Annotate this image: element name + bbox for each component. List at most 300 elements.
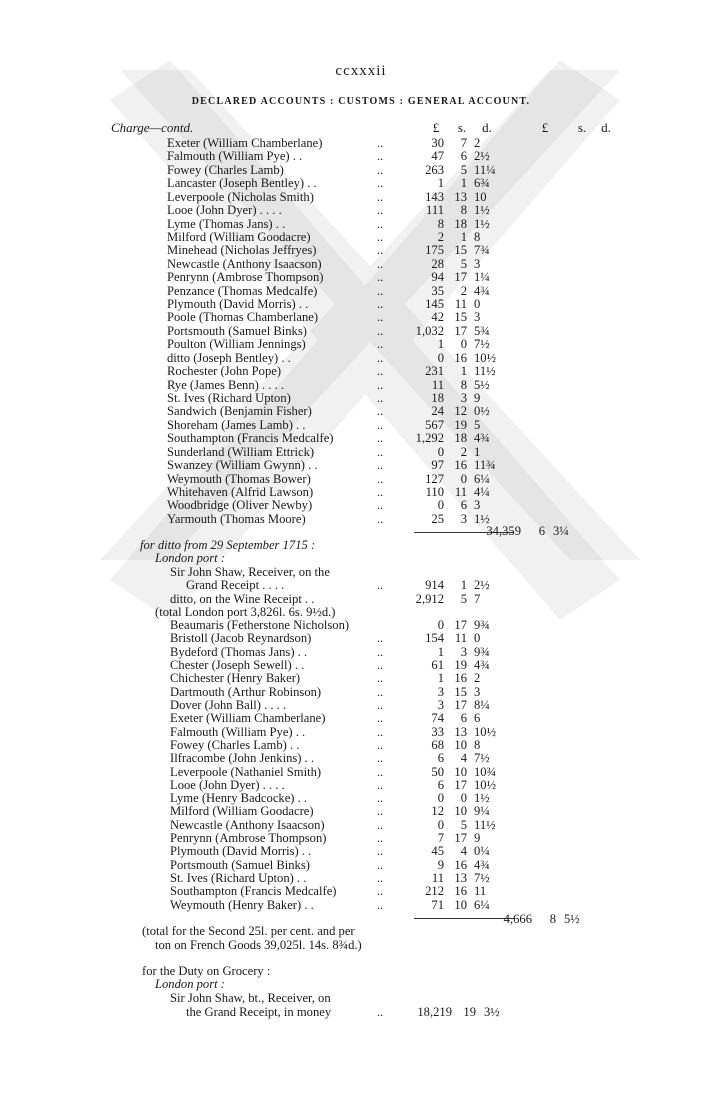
account-row	[0, 858, 722, 872]
amount-pounds: 61	[431, 657, 444, 672]
port-label: Bydeford (Thomas Jans) . .	[170, 644, 308, 659]
amount-shillings: 5	[460, 817, 467, 832]
leader-dots: ..	[377, 1005, 384, 1019]
grocery-heading: for the Duty on Grocery :	[142, 964, 271, 978]
leader-dots: ..	[377, 149, 384, 164]
port-label: Penrynn (Ambrose Thompson)	[170, 831, 327, 846]
amount-pence: 3	[474, 310, 481, 325]
leader-dots: ..	[377, 189, 384, 204]
account-row	[0, 472, 722, 486]
account-row	[0, 485, 722, 499]
port-label: Fowey (Charles Lamb) . .	[170, 737, 300, 752]
account-row	[0, 284, 722, 298]
account-row	[0, 445, 722, 459]
account-row	[0, 844, 722, 858]
amount-pence: 9¼	[474, 804, 490, 819]
port-label: Yarmouth (Thomas Moore)	[167, 511, 306, 526]
amount-shillings: 1	[460, 176, 467, 191]
port-label: Dover (John Ball) . . . .	[170, 697, 287, 712]
amount-pence: 11½	[474, 817, 496, 832]
leader-dots: ..	[377, 176, 384, 191]
account-row	[0, 243, 722, 257]
amount-pence: 5	[474, 417, 481, 432]
account-row	[0, 685, 722, 699]
port-label: Rochester (John Pope)	[167, 364, 282, 379]
port-label: Dartmouth (Arthur Robinson)	[170, 684, 322, 699]
amount-shillings: 17	[454, 831, 467, 846]
account-row	[0, 751, 722, 765]
amount-pence: 9	[474, 831, 481, 846]
amount-pence: 5½	[474, 377, 490, 392]
total-2-pence: 5½	[564, 912, 580, 926]
amount-pounds: 45	[431, 844, 444, 859]
port-label: Falmouth (William Pye) . .	[170, 724, 306, 739]
leader-dots: ..	[377, 737, 384, 752]
port-label: Shoreham (James Lamb) . .	[167, 417, 306, 432]
amount-pounds: 68	[431, 737, 444, 752]
account-row	[0, 512, 722, 526]
account-row	[0, 711, 722, 725]
amount-pounds: 914	[425, 578, 444, 592]
amount-pence: 3	[474, 256, 481, 271]
amount-shillings: 17	[454, 323, 467, 338]
account-row	[0, 230, 722, 244]
leader-dots: ..	[377, 243, 384, 258]
leader-dots: ..	[377, 817, 384, 832]
amount-pounds: 12	[431, 804, 444, 819]
amount-shillings: 19	[454, 417, 467, 432]
amount-shillings: 8	[460, 377, 467, 392]
amount-shillings: 17	[454, 697, 467, 712]
leader-dots: ..	[377, 444, 384, 459]
amount-pounds: 110	[425, 484, 444, 499]
amount-pounds: 0	[437, 817, 444, 832]
leader-dots: ..	[377, 724, 384, 739]
amount-pounds: 175	[425, 243, 444, 258]
account-row	[0, 871, 722, 885]
for-ditto-heading: for ditto from 29 September 1715 :	[140, 538, 316, 552]
amount-pence: 3	[474, 684, 481, 699]
note-line-2: ton on French Goods 39,025l. 14s. 8¾d.)	[155, 938, 362, 952]
amount-shillings: 3	[460, 644, 467, 659]
amount-shillings: 7	[460, 136, 467, 150]
leader-dots: ..	[377, 644, 384, 659]
amount-shillings: 11	[454, 631, 467, 646]
port-label: Beaumaris (Fetherstone Nicholson)	[170, 618, 350, 632]
amount-pounds: 35	[431, 283, 444, 298]
amount-pence: 1¼	[474, 270, 490, 285]
amount-pounds: 47	[431, 149, 444, 164]
leader-dots: ..	[377, 310, 384, 325]
leader-dots: ..	[377, 323, 384, 338]
leader-dots: ..	[377, 857, 384, 872]
amount-shillings: 19	[454, 657, 467, 672]
amount-shillings: 5	[460, 162, 467, 177]
amount-pounds: 11	[431, 377, 444, 392]
leader-dots: ..	[377, 256, 384, 271]
account-row	[0, 498, 722, 512]
london-port-total-note: (total London port 3,826l. 6s. 9½d.)	[155, 605, 336, 619]
leader-dots: ..	[377, 711, 384, 726]
amount-shillings: 15	[454, 310, 467, 325]
amount-pence: 3½	[484, 1005, 500, 1019]
amount-shillings: 18	[454, 431, 467, 446]
leader-dots: ..	[377, 498, 384, 513]
account-row	[0, 310, 722, 324]
amount-pence: 10½	[474, 724, 497, 739]
total-pounds-header: £	[541, 120, 549, 135]
amount-pounds: 1	[437, 671, 444, 686]
leader-dots: ..	[377, 417, 384, 432]
account-row	[0, 658, 722, 672]
port-label: Whitehaven (Alfrid Lawson)	[167, 484, 314, 499]
total-1-shillings: 6	[538, 524, 545, 538]
amount-pounds: 0	[437, 498, 444, 513]
amount-pounds: 24	[431, 404, 444, 419]
amount-pence: 5¾	[474, 323, 490, 338]
leader-dots: ..	[377, 377, 384, 392]
amount-shillings: 16	[454, 671, 467, 686]
amount-shillings: 16	[454, 350, 467, 365]
account-row	[0, 898, 722, 912]
amount-shillings: 18	[454, 216, 467, 231]
port-label: Leverpoole (Nathaniel Smith)	[170, 764, 322, 779]
leader-dots: ..	[377, 631, 384, 646]
amount-pence: 4¾	[474, 283, 490, 298]
amount-shillings: 17	[454, 777, 467, 792]
amount-pence: 1	[474, 444, 481, 459]
leader-dots: ..	[377, 871, 384, 886]
amount-pence: 11	[474, 884, 487, 899]
account-row	[0, 778, 722, 792]
amount-shillings: 19	[463, 1005, 476, 1019]
port-label: Plymouth (David Morris) . .	[170, 844, 312, 859]
amount-shillings: 5	[460, 592, 467, 606]
charge-heading: Charge—contd.	[111, 120, 194, 135]
account-row	[0, 791, 722, 805]
amount-shillings: 11	[454, 484, 467, 499]
amount-shillings: 2	[460, 283, 467, 298]
leader-dots: ..	[377, 297, 384, 312]
amount-pounds: 127	[425, 471, 444, 486]
amount-pence: 7½	[474, 751, 490, 766]
account-row	[0, 337, 722, 351]
amount-shillings: 6	[460, 149, 467, 164]
port-label: Plymouth (David Morris) . .	[167, 297, 309, 312]
port-label: Penrynn (Ambrose Thompson)	[167, 270, 324, 285]
amount-pounds: 97	[431, 458, 444, 473]
total-2-shillings: 8	[549, 912, 556, 926]
port-label: Woodbridge (Oliver Newby)	[167, 498, 313, 513]
port-label: Newcastle (Anthony Isaacson)	[170, 817, 325, 832]
leader-dots: ..	[377, 270, 384, 285]
amount-pence: 1½	[474, 511, 490, 526]
port-label: St. Ives (Richard Upton) . .	[170, 871, 307, 886]
port-label: ditto (Joseph Bentley) . .	[167, 350, 291, 365]
leader-dots: ..	[377, 471, 384, 486]
amount-shillings: 16	[454, 884, 467, 899]
amount-pounds: 74	[431, 711, 444, 726]
amount-pounds: 111	[426, 203, 444, 218]
port-label: Portsmouth (Samuel Binks)	[170, 857, 310, 872]
amount-pounds: 145	[425, 297, 444, 312]
port-label: Falmouth (William Pye) . .	[167, 149, 303, 164]
amount-shillings: 11	[454, 297, 467, 312]
amount-pence: 6¼	[474, 471, 490, 486]
shaw-line-2: Grand Receipt . . . .	[186, 578, 285, 592]
amount-shillings: 16	[454, 857, 467, 872]
port-label: Sandwich (Benjamin Fisher)	[167, 404, 312, 419]
amount-shillings: 10	[454, 764, 467, 779]
amount-pounds: 1	[437, 176, 444, 191]
leader-dots: ..	[377, 671, 384, 686]
amount-pounds: 71	[431, 897, 444, 912]
amount-pence: 4¾	[474, 431, 490, 446]
account-row	[0, 163, 722, 177]
shillings-header: s.	[457, 120, 467, 135]
amount-pounds: 1	[437, 337, 444, 352]
account-row	[0, 431, 722, 445]
amount-shillings: 3	[460, 390, 467, 405]
grocery-london-port: London port :	[155, 977, 225, 991]
port-label: Bristoll (Jacob Reynardson)	[170, 631, 312, 646]
amount-pence: 8	[474, 737, 481, 752]
account-row	[0, 324, 722, 338]
port-label: Lyme (Thomas Jans) . .	[167, 216, 286, 231]
account-row	[0, 804, 722, 818]
account-row	[0, 884, 722, 898]
amount-pounds: 567	[425, 417, 444, 432]
amount-pounds: 28	[431, 256, 444, 271]
account-row	[0, 831, 722, 845]
amount-pounds: 94	[431, 270, 444, 285]
leader-dots: ..	[377, 229, 384, 244]
amount-pounds: 11	[431, 871, 444, 886]
amount-pounds: 0	[437, 444, 444, 459]
amount-pence: 11¾	[474, 458, 496, 473]
port-label: Newcastle (Anthony Isaacson)	[167, 256, 322, 271]
total-pence-header: d.	[601, 120, 611, 135]
amount-pence: 7½	[474, 337, 490, 352]
account-row	[0, 364, 722, 378]
total-1-pence: 3¼	[553, 524, 569, 538]
amount-pence: 6¾	[474, 176, 490, 191]
amount-pounds: 2,912	[415, 592, 444, 606]
amount-shillings: 10	[454, 737, 467, 752]
amount-pounds: 3	[437, 697, 444, 712]
amount-pence: 4¼	[474, 484, 490, 499]
leader-dots: ..	[377, 791, 384, 806]
grocery-shaw-line-2: the Grand Receipt, in money	[186, 1005, 332, 1019]
account-row	[0, 618, 722, 632]
account-row	[0, 297, 722, 311]
amount-shillings: 13	[454, 871, 467, 886]
amount-shillings: 1	[460, 578, 467, 592]
amount-pounds: 1,292	[415, 431, 444, 446]
amount-pounds: 6	[437, 777, 444, 792]
london-port-heading: London port :	[155, 551, 225, 565]
amount-pence: 6	[474, 711, 481, 726]
account-row	[0, 270, 722, 284]
account-row	[0, 190, 722, 204]
leader-dots: ..	[377, 844, 384, 859]
wine-receipt-label: ditto, on the Wine Receipt . .	[170, 592, 315, 606]
pence-header: d.	[482, 120, 492, 135]
amount-pence: 2½	[474, 578, 490, 592]
total-shillings-header: s.	[577, 120, 587, 135]
port-label: Looe (John Dyer) . . . .	[170, 777, 285, 792]
amount-pence: 6¼	[474, 897, 490, 912]
amount-pounds: 7	[437, 831, 444, 846]
leader-dots: ..	[377, 804, 384, 819]
amount-shillings: 13	[454, 189, 467, 204]
leader-dots: ..	[377, 364, 384, 379]
amount-pounds: 30	[431, 136, 444, 150]
account-row	[0, 698, 722, 712]
leader-dots: ..	[377, 897, 384, 912]
port-label: Minehead (Nicholas Jeffryes)	[167, 243, 317, 258]
port-label: Fowey (Charles Lamb)	[167, 162, 284, 177]
page-number: ccxxxii	[335, 63, 387, 79]
amount-shillings: 15	[454, 684, 467, 699]
leader-dots: ..	[377, 484, 384, 499]
amount-shillings: 0	[460, 471, 467, 486]
amount-pounds: 9	[437, 857, 444, 872]
leader-dots: ..	[377, 831, 384, 846]
leader-dots: ..	[377, 337, 384, 352]
amount-pounds: 231	[425, 364, 444, 379]
amount-shillings: 10	[454, 897, 467, 912]
amount-pounds: 3	[437, 684, 444, 699]
port-label: Southampton (Francis Medcalfe)	[170, 884, 337, 899]
amount-pence: 0¼	[474, 844, 490, 859]
account-row	[0, 765, 722, 779]
port-label: Leverpoole (Nicholas Smith)	[167, 189, 314, 204]
port-label: Ilfracombe (John Jenkins) . .	[170, 751, 315, 766]
amount-pence: 2	[474, 136, 481, 150]
leader-dots: ..	[377, 511, 384, 526]
account-row	[0, 818, 722, 832]
port-label: Chichester (Henry Baker)	[170, 671, 301, 686]
grocery-shaw-row	[0, 1005, 722, 1019]
amount-pence: 4¾	[474, 857, 490, 872]
amount-pence: 9	[474, 390, 481, 405]
amount-pence: 11¼	[474, 162, 496, 177]
amount-pence: 4¾	[474, 657, 490, 672]
amount-shillings: 4	[460, 751, 467, 766]
leader-dots: ..	[377, 431, 384, 446]
amount-shillings: 13	[454, 724, 467, 739]
account-row	[0, 149, 722, 163]
leader-dots: ..	[377, 764, 384, 779]
amount-pounds: 33	[431, 724, 444, 739]
amount-pence: 7	[474, 592, 481, 606]
amount-pounds: 2	[437, 229, 444, 244]
amount-pounds: 143	[425, 189, 444, 204]
wine-receipt-row	[0, 592, 722, 606]
port-label: Lyme (Henry Badcocke) . .	[170, 791, 308, 806]
amount-pence: 0	[474, 631, 481, 646]
amount-pence: 9¾	[474, 644, 490, 659]
amount-pounds: 18	[431, 390, 444, 405]
account-row	[0, 418, 722, 432]
port-label: Portsmouth (Samuel Binks)	[167, 323, 307, 338]
amount-pounds: 1	[437, 644, 444, 659]
account-row	[0, 391, 722, 405]
leader-dots: ..	[377, 350, 384, 365]
port-label: Lancaster (Joseph Bentley) . .	[167, 176, 317, 191]
port-label: Penzance (Thomas Medcalfe)	[167, 283, 318, 298]
leader-dots: ..	[377, 884, 384, 899]
port-label: Swanzey (William Gwynn) . .	[167, 458, 318, 473]
account-row	[0, 217, 722, 231]
amount-shillings: 16	[454, 458, 467, 473]
amount-pence: 1½	[474, 791, 490, 806]
amount-pence: 10	[474, 189, 487, 204]
account-row	[0, 645, 722, 659]
port-label: Weymouth (Thomas Bower)	[167, 471, 311, 486]
leader-dots: ..	[377, 390, 384, 405]
amount-pounds: 6	[437, 751, 444, 766]
port-label: Exeter (William Chamberlane)	[170, 711, 326, 726]
amount-pounds: 18,219	[417, 1005, 452, 1019]
leader-dots: ..	[377, 777, 384, 792]
leader-dots: ..	[377, 404, 384, 419]
leader-dots: ..	[377, 283, 384, 298]
amount-shillings: 1	[460, 229, 467, 244]
leader-dots: ..	[377, 162, 384, 177]
amount-pence: 8	[474, 229, 481, 244]
account-row	[0, 631, 722, 645]
amount-shillings: 8	[460, 203, 467, 218]
leader-dots: ..	[377, 458, 384, 473]
port-label: Weymouth (Henry Baker) . .	[170, 897, 314, 912]
amount-pence: 2	[474, 671, 481, 686]
amount-pence: 1½	[474, 216, 490, 231]
account-row	[0, 203, 722, 217]
port-label: Sunderland (William Ettrick)	[167, 444, 315, 459]
amount-pounds: 1,032	[415, 323, 444, 338]
amount-pence: 10¾	[474, 764, 497, 779]
pounds-header: £	[432, 120, 440, 135]
amount-shillings: 1	[460, 364, 467, 379]
port-label: Looe (John Dyer) . . . .	[167, 203, 282, 218]
shaw-line-1: Sir John Shaw, Receiver, on the	[170, 565, 330, 579]
amount-pence: 7½	[474, 871, 490, 886]
amount-pounds: 212	[425, 884, 444, 899]
leader-dots: ..	[377, 578, 384, 592]
amount-pence: 9¾	[474, 618, 490, 632]
amount-shillings: 15	[454, 243, 467, 258]
amount-pence: 2½	[474, 149, 490, 164]
amount-pounds: 8	[437, 216, 444, 231]
port-label: Exeter (William Chamberlane)	[167, 136, 323, 150]
amount-pence: 0	[474, 297, 481, 312]
port-label: St. Ives (Richard Upton)	[167, 390, 291, 405]
amount-pence: 7¾	[474, 243, 490, 258]
port-label: Rye (James Benn) . . . .	[167, 377, 285, 392]
account-row	[0, 176, 722, 190]
port-label: Poole (Thomas Chamberlane)	[167, 310, 319, 325]
amount-pence: 8¼	[474, 697, 490, 712]
amount-shillings: 6	[460, 498, 467, 513]
leader-dots: ..	[377, 684, 384, 699]
amount-shillings: 5	[460, 256, 467, 271]
amount-pence: 1½	[474, 203, 490, 218]
leader-dots: ..	[377, 657, 384, 672]
amount-pence: 10½	[474, 777, 497, 792]
amount-pounds: 42	[431, 310, 444, 325]
